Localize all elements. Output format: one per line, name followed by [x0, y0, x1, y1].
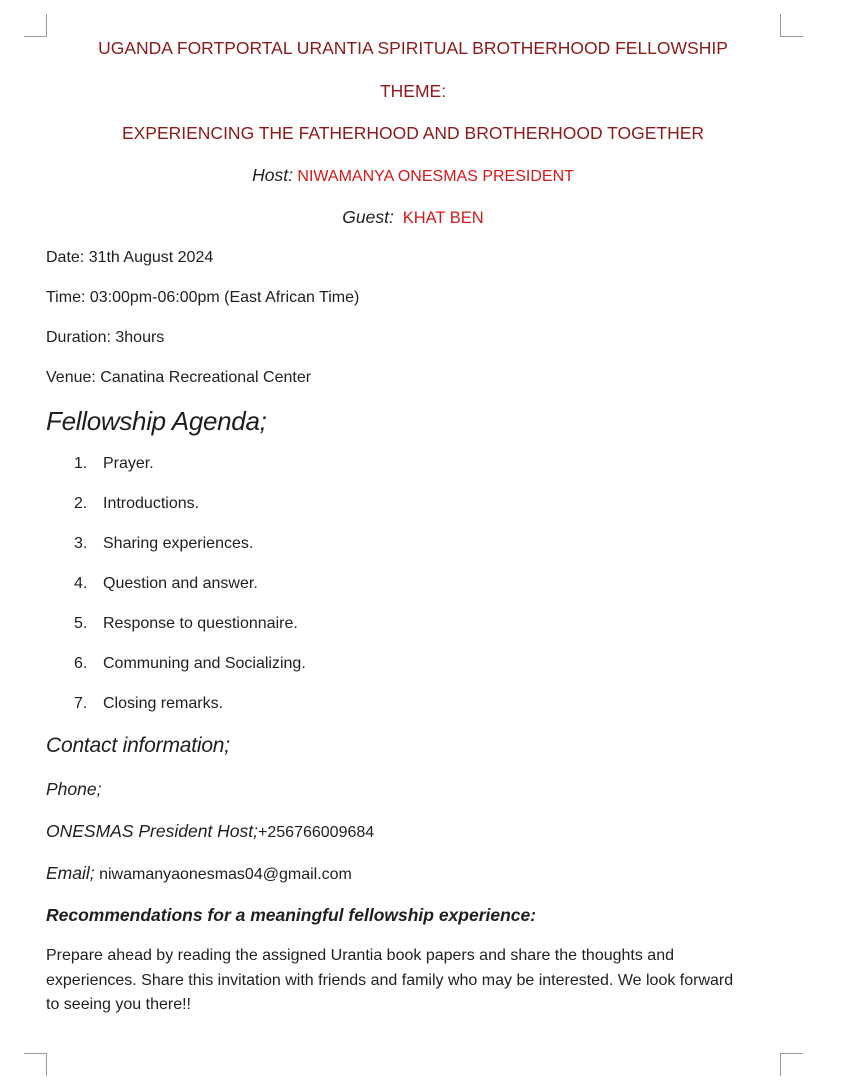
- guest-value: KHAT BEN: [402, 209, 484, 227]
- host-line: [0, 165, 826, 186]
- event-venue: Venue: Canatina Recreational Center: [46, 369, 312, 386]
- list-item-text: Response to questionnaire.: [103, 615, 298, 632]
- list-item: [74, 455, 306, 495]
- email-label: Email;: [46, 863, 95, 883]
- org-title: UGANDA FORTPORTAL URANTIA SPIRITUAL BROTHERHOOD FELLOWSHIP: [98, 38, 728, 58]
- phone-label: Phone;: [46, 779, 102, 799]
- host-value: NIWAMANYA ONESMAS PRESIDENT: [297, 168, 574, 185]
- page-corner-mark-bottom-right: [780, 1053, 803, 1076]
- list-item-text: Communing and Socializing.: [103, 655, 306, 672]
- list-item: [74, 575, 306, 615]
- guest-label: Guest:: [342, 207, 394, 227]
- list-item-text: Introductions.: [103, 495, 200, 512]
- page-corner-mark-bottom-left: [24, 1053, 47, 1076]
- list-item-text: Prayer.: [103, 455, 154, 472]
- list-item: [74, 495, 306, 535]
- phone-line: [46, 821, 374, 842]
- list-item-text: Question and answer.: [103, 575, 258, 592]
- event-time: Time: 03:00pm-06:00pm (East African Time): [46, 289, 360, 306]
- theme-label: THEME:: [379, 81, 447, 101]
- agenda-list: [74, 455, 306, 735]
- page-corner-mark-top-right: [780, 14, 803, 37]
- host-label: Host:: [252, 165, 293, 185]
- list-item-number: 7.: [74, 695, 88, 712]
- list-item-text: Closing remarks.: [103, 695, 224, 712]
- theme-text: EXPERIENCING THE FATHERHOOD AND BROTHERHOOD TOGETHER: [121, 123, 705, 143]
- phone-contact-name: ONESMAS President Host;: [46, 821, 259, 841]
- list-item-number: 2.: [74, 495, 88, 512]
- email-address[interactable]: niwamanyaonesmas04@gmail.com: [99, 866, 352, 883]
- list-item-number: 3.: [74, 535, 88, 552]
- list-item-number: 1.: [74, 455, 88, 472]
- event-date: Date: 31th August 2024: [46, 249, 214, 266]
- list-item-number: 5.: [74, 615, 88, 632]
- recommendations-heading: Recommendations for a meaningful fellowship experience:: [46, 905, 537, 925]
- event-duration: Duration: 3hours: [46, 329, 165, 346]
- list-item: [74, 655, 306, 695]
- guest-line: [0, 207, 826, 228]
- list-item-number: 6.: [74, 655, 88, 672]
- list-item-text: Sharing experiences.: [103, 535, 254, 552]
- agenda-heading: Fellowship Agenda;: [46, 406, 267, 436]
- recommendations-body: Prepare ahead by reading the assigned Urantia book papers and share the thoughts and experiences. Share this invitation with friends and family who may be interested. We look forward to seeing you there!!: [46, 947, 734, 1013]
- contact-heading: Contact information;: [46, 734, 230, 757]
- list-item: [74, 615, 306, 655]
- phone-number[interactable]: +256766009684: [258, 824, 375, 841]
- page-corner-mark-top-left: [24, 14, 47, 37]
- list-item: [74, 695, 306, 735]
- list-item-number: 4.: [74, 575, 88, 592]
- email-line: [46, 863, 352, 884]
- list-item: [74, 535, 306, 575]
